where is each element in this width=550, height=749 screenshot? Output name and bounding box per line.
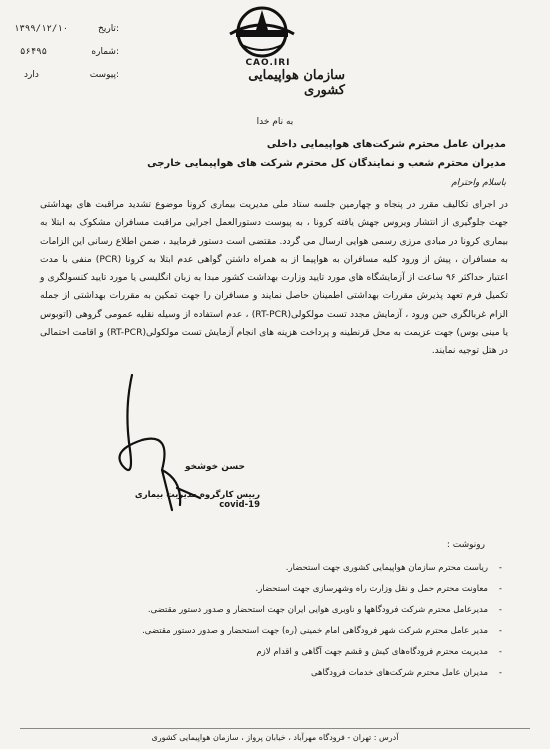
cc-heading: رونوشت :: [446, 540, 485, 550]
number-row: [14, 47, 119, 61]
org-latin-name: CAO.IRI: [245, 58, 291, 68]
number-label: شماره:: [91, 47, 119, 57]
addressee-line-2: مدیران محترم شعب و نمایندگان کل محترم شرکت های هواپیمایی خارجی: [147, 158, 506, 169]
letter-body: در اجرای تکالیف مقرر در پنجاه و چهارمین جلسه ستاد ملی مدیریت بیماری کرونا موضوع تشدید مراقبت های بهداشتی جهت جلوگیری از انتشار ویروس جهش یافته کرونا ، به پیوست دستورالعمل اجرایی مراقبت مسافران مشکوک به ابتلا به بیماری کرونا در مبادی مرزی رسمی هوایی ارسال می گردد. مقتضی است دستور فرمایید ، ضمن اطلاع رسانی این الزامات به مسافران ، پیش از ورود کلیه مسافران به هواپیما از به همراه داشتن گواهی عدم ابتلا به کرونا (PCR) منفی با مدت اعتبار حداکثر ۹۶ ساعت از آزمایشگاه های مورد تایید وزارت بهداشت کشور مبدا به زبان انگلیسی یا مورد تایید کنسولگری و تکمیل فرم تعهد پذیرش مقررات بهداشتی اطمینان حاصل نمایند و مسافران را جهت تمکین به مقررات بهداشتی از جمله الزام غربالگری حین ورود ، آزمایش مجدد تست مولکولی(RT-PCR) ، عدم استفاده از وسیله نقلیه عمومی گروهی (اتوبوس یا مینی بوس) جهت عزیمت به محل قرنطینه و پرداخت هزینه های انجام آزمایش تست مولکولی(RT-PCR) و اقامت احتمالی در هتل توجیه نمایند.: [40, 199, 508, 357]
footer-address: آدرس : تهران - فرودگاه مهرآباد ، خیابان پرواز ، سازمان هواپیمایی کشوری: [151, 733, 399, 742]
date-label: تاریخ:: [98, 24, 119, 34]
signatory-name: حسن خوشخو: [185, 462, 245, 472]
date-row: [14, 24, 119, 38]
attachment-label: پیوست:: [89, 70, 119, 80]
attachment-value: دارد: [24, 70, 39, 80]
number-value: ۵۶۴۹۵: [20, 47, 48, 57]
cc-item: - مدیر عامل محترم شرکت شهر فرودگاهی امام خمینی (ره) جهت استحضار و صدور دستور مقتضی.: [32, 621, 502, 642]
cc-item: - مدیرعامل محترم شرکت فرودگاهها و ناوبری هوایی ایران جهت استحضار و صدور دستور مقتضی.: [32, 600, 502, 621]
cc-list: [32, 558, 502, 684]
date-value: ۱۳۹۹/۱۲/۱۰: [14, 24, 69, 34]
footer-divider: [20, 728, 530, 729]
cc-item: - مدیران عامل محترم شرکت‌های خدمات فرودگاهی: [32, 663, 502, 684]
signatory-title: رییس کارگروه مدیریت بیماری covid-19: [134, 490, 260, 510]
salutation: باسلام واحترام: [451, 178, 506, 188]
greeting: به نام خدا: [256, 117, 294, 127]
cc-item: - معاونت محترم حمل و نقل وزارت راه وشهرسازی جهت استحضار.: [32, 579, 502, 600]
cao-logo-emblem: [222, 4, 302, 62]
cc-item: - مدیریت محترم فرودگاه‌های کیش و قشم جهت آگاهی و اقدام لازم: [32, 642, 502, 663]
cc-item: - ریاست محترم سازمان هواپیمایی کشوری جهت استحضار.: [32, 558, 502, 579]
addressee-line-1: مدیران عامل محترم شرکت‌های هواپیمایی داخلی: [266, 139, 506, 150]
attachment-row: [14, 70, 119, 84]
org-name: سازمان هواپیمایی کشوری: [248, 68, 345, 98]
